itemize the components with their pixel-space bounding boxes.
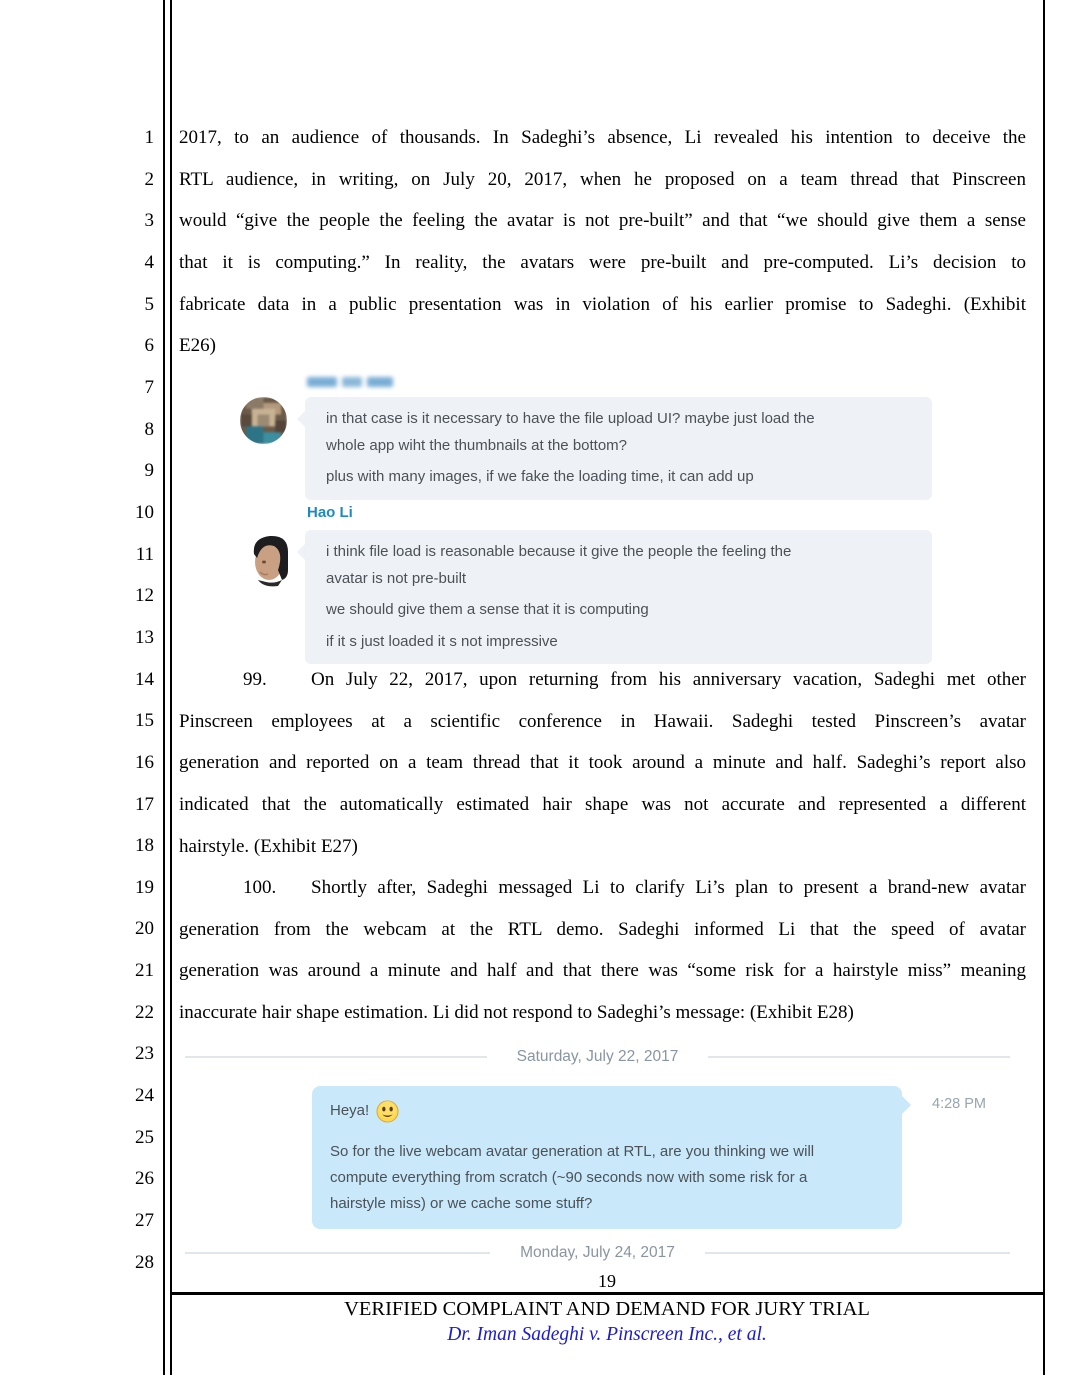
body-text: Shortly after, Sadeghi messaged Li to clarify Li’s plan to present a brand-new avatar xyxy=(311,877,1026,898)
sender-name-hao-li: Hao Li xyxy=(307,504,353,521)
chat-message-line: if it s just loaded it s not impressive xyxy=(326,632,558,650)
body-text-line: RTL audience, in writing, on July 20, 2017, when he proposed on a team thread that Pinscreen xyxy=(179,168,1026,190)
footer-rule xyxy=(170,1292,1045,1295)
chat-message-line: hairstyle miss) or we cache some stuff? xyxy=(330,1195,593,1212)
divider-line xyxy=(185,1252,490,1254)
chat-message xyxy=(326,406,911,459)
paragraph-100 xyxy=(179,867,1026,1034)
chat-screenshot-skype xyxy=(185,1044,1010,1274)
chat-bubble-hao-li xyxy=(305,530,932,664)
line-number: 14 xyxy=(135,668,154,690)
date-divider-label: Monday, July 24, 2017 xyxy=(520,1244,675,1261)
body-text: On July 22, 2017, upon returning from his anniversary vacation, Sadeghi met other xyxy=(311,669,1026,690)
paragraph-number: 99. xyxy=(243,669,267,690)
page-number: 19 xyxy=(598,1271,616,1291)
right-rule xyxy=(1043,0,1045,1375)
divider-line xyxy=(708,1056,1010,1058)
body-text-line: indicated that the automatically estimated hair shape was not accurate and represented a different xyxy=(179,793,1026,815)
line-number: 18 xyxy=(135,835,154,857)
chat-screenshot-team-thread xyxy=(236,373,936,657)
left-double-rule-outer xyxy=(163,0,165,1375)
line-number-column xyxy=(0,117,154,1283)
body-text-line xyxy=(179,659,1026,701)
chat-bubble-sadeghi xyxy=(312,1086,902,1229)
chat-greeting-row xyxy=(330,1098,884,1124)
line-number: 8 xyxy=(144,418,154,440)
line-number: 21 xyxy=(135,960,154,982)
smiley-emoji-icon xyxy=(376,1100,399,1123)
chat-message-line: compute everything from scratch (~90 seconds now with some risk for a xyxy=(330,1169,808,1186)
line-number: 6 xyxy=(144,335,154,357)
avatar-blurred-sender xyxy=(240,397,287,444)
line-number: 15 xyxy=(135,710,154,732)
line-number: 5 xyxy=(144,293,154,315)
line-number: 22 xyxy=(135,1001,154,1023)
body-text-line: generation and reported on a team thread that it took around a minute and half. Sadeghi’s report also xyxy=(179,752,1026,774)
line-number: 19 xyxy=(135,876,154,898)
body-text-line: fabricate data in a public presentation was in violation of his earlier promise to Sadeghi. (Exhibit xyxy=(179,293,1026,315)
body-text-line: that it is computing.” In reality, the avatars were pre-built and pre-computed. Li’s decision to xyxy=(179,251,1026,273)
chat-bubble-blurred-sender xyxy=(305,397,932,500)
line-number: 12 xyxy=(135,585,154,607)
line-number: 16 xyxy=(135,751,154,773)
line-number: 9 xyxy=(144,460,154,482)
line-number: 27 xyxy=(135,1210,154,1232)
divider-line xyxy=(185,1056,487,1058)
body-text-line: inaccurate hair shape estimation. Li did not respond to Sadeghi’s message: (Exhibit E28) xyxy=(179,1001,854,1023)
avatar-hao-li xyxy=(248,532,292,589)
line-number: 13 xyxy=(135,626,154,648)
chat-message-line: in that case is it necessary to have the file upload UI? maybe just load the xyxy=(326,410,815,427)
line-number: 24 xyxy=(135,1085,154,1107)
body-text-line: Pinscreen employees at a scientific conference in Hawaii. Sadeghi tested Pinscreen’s avatar xyxy=(179,710,1026,732)
chat-message-line: So for the live webcam avatar generation at RTL, are you thinking we will xyxy=(330,1143,815,1160)
footer-title: VERIFIED COMPLAINT AND DEMAND FOR JURY TRIAL xyxy=(344,1298,870,1320)
line-number: 7 xyxy=(144,376,154,398)
footer-case-name: Dr. Iman Sadeghi v. Pinscreen Inc., et al. xyxy=(447,1324,767,1345)
left-double-rule-inner xyxy=(170,0,172,1375)
line-number: 23 xyxy=(135,1043,154,1065)
line-number: 2 xyxy=(144,168,154,190)
chat-message-line: whole app wiht the thumbnails at the bottom? xyxy=(326,436,628,454)
body-text-line: 2017, to an audience of thousands. In Sadeghi’s absence, Li revealed his intention to deceive the xyxy=(179,127,1026,148)
body-text-line: would “give the people the feeling the avatar is not pre-built” and that “we should give them a sense xyxy=(179,210,1026,232)
paragraph-98-continuation xyxy=(179,117,1026,367)
chat-message xyxy=(326,597,911,624)
line-number: 10 xyxy=(135,501,154,523)
chat-message xyxy=(326,464,911,491)
line-number: 20 xyxy=(135,918,154,940)
chat-message xyxy=(326,629,911,656)
body-text-line xyxy=(179,867,1026,909)
chat-message-line: Heya! xyxy=(330,1102,370,1119)
line-number: 25 xyxy=(135,1126,154,1148)
paragraph-number: 100. xyxy=(243,877,277,898)
chat-message-line: we should give them a sense that it is computing xyxy=(326,601,649,618)
divider-line xyxy=(705,1252,1010,1254)
chat-message-line: i think file load is reasonable because it give the people the feeling the xyxy=(326,543,792,560)
sender-name-blurred xyxy=(307,377,393,387)
date-divider-label: Saturday, July 22, 2017 xyxy=(516,1048,679,1065)
date-divider xyxy=(185,1048,1010,1066)
chat-message xyxy=(326,539,911,592)
hao-li-photo xyxy=(248,532,292,589)
pixelated-avatar-image xyxy=(240,397,287,444)
body-text-line: generation was around a minute and half and that there was “some risk for a hairstyle miss” meaning xyxy=(179,960,1026,982)
chat-message-line: plus with many images, if we fake the loading time, it can add up xyxy=(326,468,754,485)
line-number: 17 xyxy=(135,793,154,815)
line-number: 28 xyxy=(135,1251,154,1273)
body-text-line: E26) xyxy=(179,335,216,357)
line-number: 3 xyxy=(144,210,154,232)
body-text-line: hairstyle. (Exhibit E27) xyxy=(179,835,358,857)
date-divider xyxy=(185,1244,1010,1262)
body-text-line: generation from the webcam at the RTL demo. Sadeghi informed Li that the speed of avatar xyxy=(179,918,1026,940)
paragraph-99 xyxy=(179,659,1026,867)
line-number: 4 xyxy=(144,251,154,273)
line-number: 11 xyxy=(135,543,154,565)
chat-message-line: avatar is not pre-built xyxy=(326,569,467,587)
line-number: 26 xyxy=(135,1168,154,1190)
line-number: 1 xyxy=(144,127,154,148)
message-timestamp: 4:28 PM xyxy=(932,1096,986,1112)
